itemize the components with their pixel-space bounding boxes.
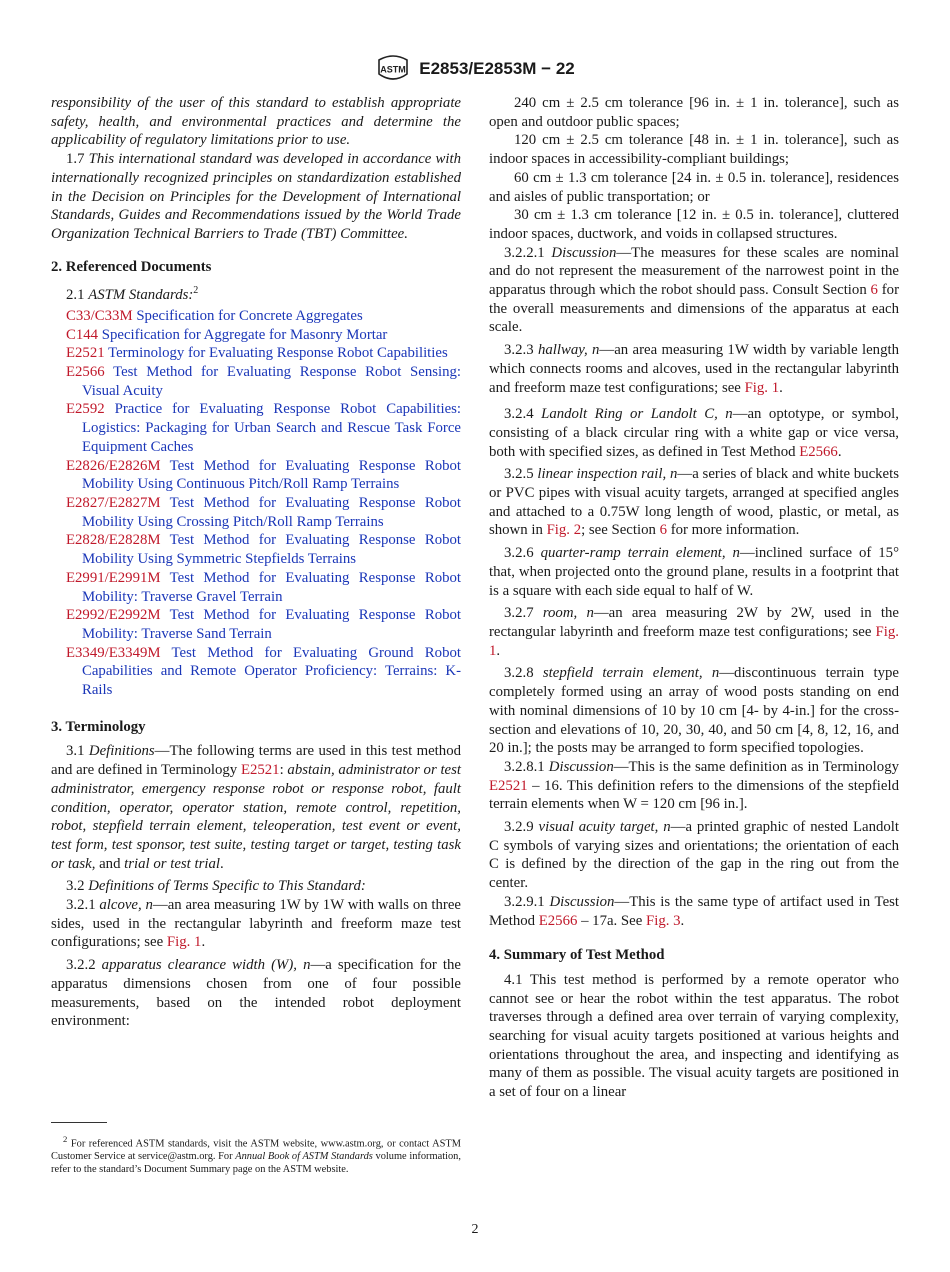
footnote-rule — [51, 1122, 107, 1123]
paragraph-3-2-5: 3.2.5 linear inspection rail, n—a series of black and white buckets or PVC pipes with visual acuity targets, arranged at specified angles and attached to a 0.75W long length of wood, plastic, or metal, as shown in Fig. 2; see Section 6 for more information. — [489, 466, 899, 539]
paragraph-3-1: 3.1 Definitions—The following terms are used in this test method and are defined in Terminology E2521: abstain, administrator or test administrator, emergency response robot or response robot, fault condition, operator, operator station, remote control, repetition, robot, stepfield terrain element, teleoperation, test event or event, test form, test sponsor, test suite, testing target or target, testing task or task, and trial or test trial. — [51, 743, 461, 872]
paragraph-3-2-4: 3.2.4 Landolt Ring or Landolt C, n—an optotype, or symbol, consisting of a black circular ring with a white gap or vice versa, both with specified sizes, as defined in Test Method E2566. — [489, 406, 899, 460]
paragraph-1-7: 1.7 This international standard was developed in accordance with internationally recognized principles on standardization established in the Decision on Principles for the Development of International Standards, Guides and Recommendations issued by the World Trade Organization Technical Barriers to Trade (TBT) Committee. — [51, 151, 461, 242]
standard-number: E2853/E2853M − 22 — [419, 59, 575, 78]
paragraph-1-6-continued: responsibility of the user of this standard to establish appropriate safety, health, and environmental practices and determine the applicability of regulatory limitations prior to use. — [51, 95, 461, 149]
astm-logo-icon — [375, 54, 411, 84]
footnote-2: $^2$ For referenced ASTM standards, visit the ASTM website, www.astm.org, or contact ASTM Customer Service at service@astm.org. For Annual Book of ASTM Standards volume information, refer to the standard’s Document Summary page on the ASTM website. — [51, 1134, 461, 1176]
page-header — [0, 52, 950, 86]
reference-item[interactable]: E2566 Test Method for Evaluating Response Robot Sensing: Visual Acuity — [66, 364, 461, 399]
reference-item[interactable]: E2827/E2827M Test Method for Evaluating Response Robot Mobility Using Crossing Pitch/Roll Ramp Terrains — [66, 494, 462, 530]
clearance-width-30: 30 cm ± 1.3 cm tolerance [12 in. ± 0.5 in. tolerance], cluttered indoor spaces, ductwork, and voids in collapsed structures. — [489, 207, 899, 242]
clearance-width-60: 60 cm ± 1.3 cm tolerance [24 in. ± 0.5 in. tolerance], residences and aisles of public transportation; or — [489, 169, 899, 205]
paragraph-3-2: 3.2 Definitions of Terms Specific to This Standard: — [66, 878, 366, 895]
reference-item[interactable]: E2521 Terminology for Evaluating Response Robot Capabilities — [66, 345, 448, 362]
right-column — [489, 94, 899, 1102]
paragraph-3-2-3: 3.2.3 hallway, n—an area measuring 1W width by variable length which connects rooms and alcoves, used in the rectangular labyrinth and freeform maze test configurations; see Fig. 1. — [489, 342, 899, 396]
paragraph-3-2-9: 3.2.9 visual acuity target, n—a printed graphic of nested Landolt C symbols of varying sizes and orientations; the orientation of each C is defined by the direction of the gap in the ring out from the center. — [489, 819, 900, 892]
reference-item[interactable]: E2992/E2992M Test Method for Evaluating Response Robot Mobility: Traverse Sand Terrain — [66, 607, 462, 642]
paragraph-3-2-7: 3.2.7 room, n—an area measuring 2W by 2W, used in the rectangular labyrinth and freeform maze test configurations; see Fig. 1. — [489, 605, 899, 659]
paragraph-3-2-8-1: 3.2.8.1 Discussion—This is the same definition as in Terminology E2521 – 16. This definition refers to the dimensions of the stepfield terrain elements when W = 120 cm [96 in.]. — [489, 758, 899, 813]
reference-item[interactable]: E2991/E2991M Test Method for Evaluating Response Robot Mobility: Traverse Gravel Terrain — [66, 569, 462, 605]
paragraph-2-1: 2.1 ASTM Standards:$^2$ — [66, 285, 199, 304]
paragraph-3-2-1: 3.2.1 alcove, n—an area measuring 1W by 1W with walls on three sides, used in the rectangular labyrinth and freeform maze test configurations; see Fig. 1. — [51, 897, 461, 951]
referenced-standards-list — [51, 307, 461, 700]
paragraph-4-1: 4.1 This test method is performed by a remote operator who cannot see or hear the robot within the test apparatus. The robot traverses through a defined area over terrain of varying complexity, searching for visual acuity targets positioned at various heights and orientations throughout the area, and inspecting and identifying as many of them as possible. The visual acuity targets are positioned in a set of four on a linear — [489, 971, 899, 1101]
svg-text:ASTM: ASTM — [380, 64, 406, 75]
left-column — [51, 94, 461, 1031]
section-heading-2: 2. Referenced Documents — [51, 258, 212, 275]
reference-item[interactable]: E2828/E2828M Test Method for Evaluating Response Robot Mobility Using Symmetric Stepfields Terrains — [66, 532, 462, 568]
paragraph-3-2-9-1: 3.2.9.1 Discussion—This is the same type of artifact used in Test Method E2566 – 17a. See Fig. 3. — [489, 893, 900, 929]
reference-item[interactable]: E2592 Practice for Evaluating Response Robot Capabilities: Logistics: Packaging for Urban Search and Rescue Task Force Equipment Caches — [66, 401, 462, 455]
clearance-width-120: 120 cm ± 2.5 cm tolerance [48 in. ± 1 in. tolerance], such as indoor spaces in accessibility-compliant buildings; — [489, 132, 899, 168]
clearance-width-240: 240 cm ± 2.5 cm tolerance [96 in. ± 1 in. tolerance], such as open and outdoor public spaces; — [489, 95, 899, 130]
paragraph-3-2-8: 3.2.8 stepfield terrain element, n—discontinuous terrain type completely formed using an array of wood posts standing on end with nominal dimensions of 10 by 10 cm [4- by 4-in.] for the cross-section and elevations of 10, 20, 30, 40, and 50 cm [4, 8, 12, 16, and 20 in.]; the posts may be arranged to form specified topologies. — [489, 665, 899, 757]
paragraph-3-2-6: 3.2.6 quarter-ramp terrain element, n—inclined surface of 15° that, when projected onto the ground plane, results in a footprint that is a square with each side equal to half of W. — [489, 545, 899, 599]
reference-item[interactable]: E3349/E3349M Test Method for Evaluating Ground Robot Capabilities and Remote Operator Proficiency: Terrains: K-Rails — [66, 644, 461, 699]
reference-item[interactable]: C144 Specification for Aggregate for Masonry Mortar — [66, 326, 388, 343]
page-number: 2 — [471, 1222, 479, 1237]
paragraph-3-2-2: 3.2.2 apparatus clearance width (W), n—a specification for the apparatus dimensions chosen from one of four possible measurements, based on the intended robot deployment environment: — [51, 957, 461, 1030]
reference-item[interactable]: C33/C33M Specification for Concrete Aggregates — [66, 307, 363, 324]
paragraph-3-2-2-1: 3.2.2.1 Discussion—The measures for these scales are nominal and do not represent the measurement of the narrowest point in the apparatus through which the robot should pass. Consult Section 6 for the overall measurements and dimensions of the apparatus at each scale. — [489, 244, 899, 336]
section-heading-3: 3. Terminology — [51, 718, 146, 735]
reference-item[interactable]: E2826/E2826M Test Method for Evaluating Response Robot Mobility Using Continuous Pitch/Roll Ramp Terrains — [66, 457, 462, 493]
section-heading-4: 4. Summary of Test Method — [489, 947, 665, 964]
